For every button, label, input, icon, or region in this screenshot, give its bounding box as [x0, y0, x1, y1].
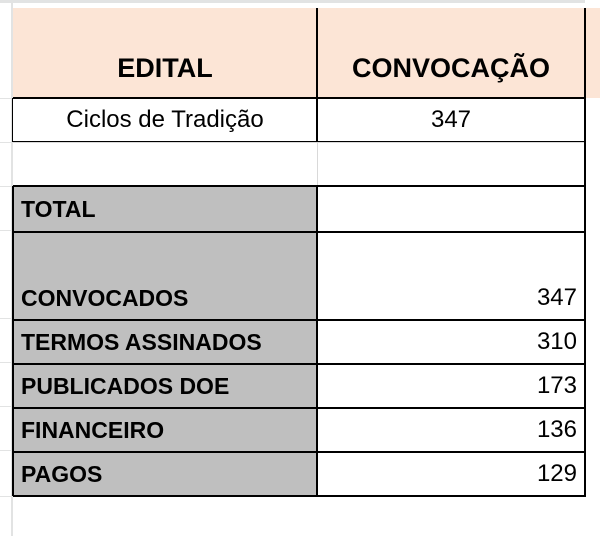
cell-border — [13, 141, 586, 142]
empty-cell-a[interactable] — [13, 142, 317, 186]
gridline — [13, 142, 585, 143]
summary-value-pagos[interactable] — [317, 452, 585, 496]
cell-border — [13, 363, 586, 365]
summary-label-blank[interactable] — [13, 232, 317, 276]
summary-value-convocados[interactable] — [317, 276, 585, 320]
header-convocacao-label: CONVOCAÇÃO — [351, 53, 550, 83]
cell-border — [13, 495, 586, 497]
cell-border — [316, 8, 318, 142]
convocados-value: 347 — [536, 284, 577, 311]
summary-label-financeiro[interactable] — [13, 408, 317, 452]
convocados-label: CONVOCADOS — [21, 284, 189, 311]
header-edital-label: EDITAL — [117, 53, 213, 83]
financeiro-value: 136 — [536, 416, 577, 443]
financeiro-label: FINANCEIRO — [21, 416, 165, 443]
cell-border — [13, 185, 586, 187]
summary-label-pagos[interactable] — [13, 452, 317, 496]
termos-assinados-value: 310 — [536, 328, 577, 355]
cell-border — [13, 231, 586, 233]
cell-border — [13, 97, 586, 99]
summary-value-financeiro[interactable] — [317, 408, 585, 452]
total-label: TOTAL — [21, 195, 96, 222]
gridline — [317, 142, 318, 186]
summary-value-termos-assinados[interactable] — [317, 320, 585, 364]
pagos-value: 129 — [536, 460, 577, 487]
termos-assinados-label: TERMOS ASSINADOS — [21, 328, 262, 355]
cell-border — [13, 319, 586, 321]
cell-border — [13, 407, 586, 409]
cell-edital-value[interactable] — [13, 98, 317, 142]
convocacao-count: 347 — [430, 106, 472, 133]
summary-value-blank[interactable] — [317, 232, 585, 276]
cell-convocacao-value[interactable] — [317, 98, 585, 142]
publicados-doe-value: 173 — [536, 372, 577, 399]
summary-label-total[interactable] — [13, 186, 317, 232]
publicados-doe-label: PUBLICADOS DOE — [21, 372, 230, 399]
header-edital[interactable] — [13, 8, 317, 98]
cell-border — [584, 8, 586, 496]
summary-value-publicados-doe[interactable] — [317, 364, 585, 408]
header-convocacao[interactable] — [317, 8, 585, 98]
empty-cell-b[interactable] — [317, 142, 585, 186]
summary-label-publicados-doe[interactable] — [13, 364, 317, 408]
summary-label-termos-assinados[interactable] — [13, 320, 317, 364]
edital-name: Ciclos de Tradição — [66, 106, 264, 133]
header-next-column[interactable] — [585, 8, 600, 98]
cell-border — [13, 451, 586, 453]
summary-value-total[interactable] — [317, 186, 585, 232]
summary-label-convocados[interactable] — [13, 276, 317, 320]
pagos-label: PAGOS — [21, 460, 103, 487]
cell-border — [12, 98, 13, 142]
